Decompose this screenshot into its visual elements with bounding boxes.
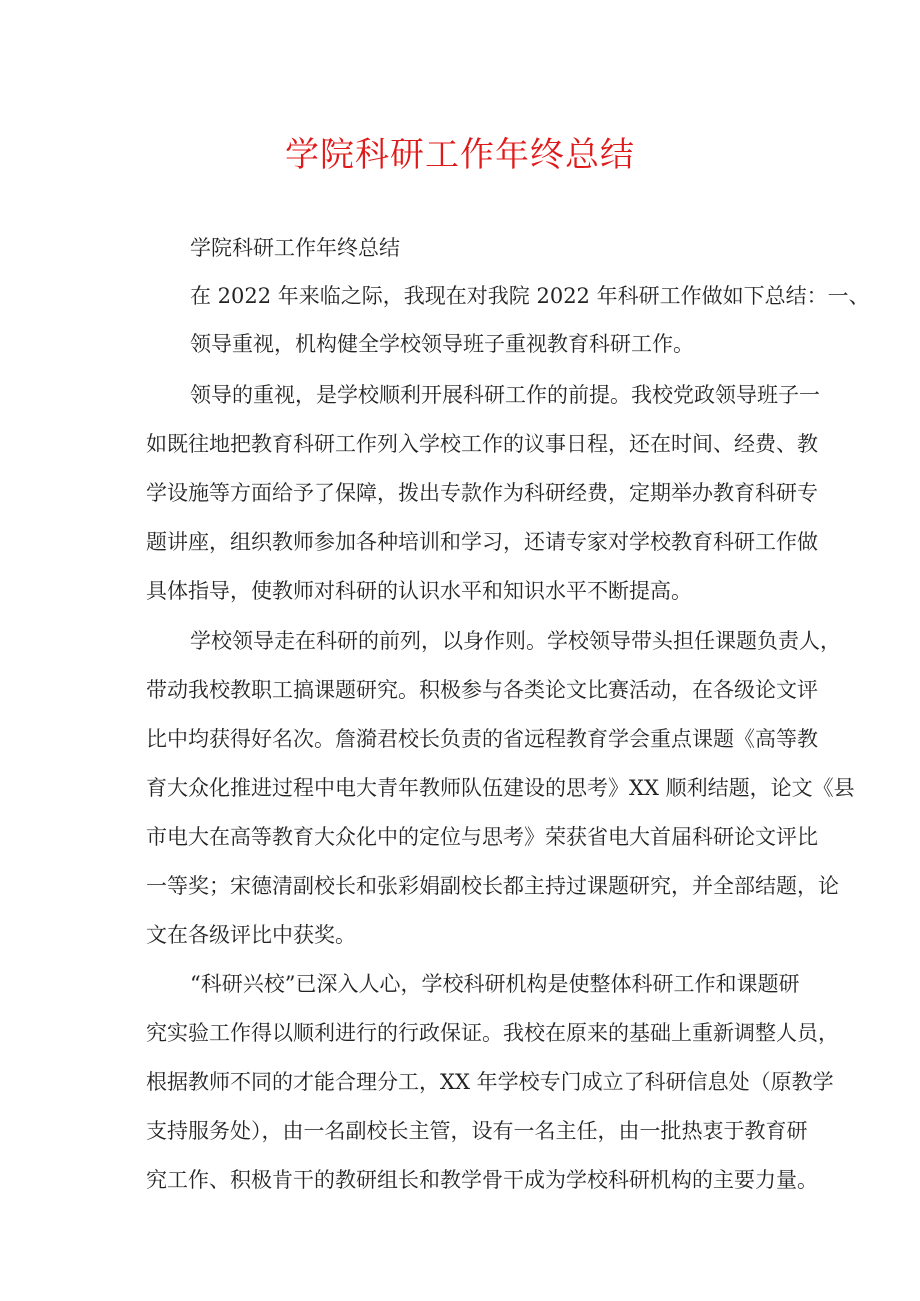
text-line: 究工作、积极肯干的教研组长和教学骨干成为学校科研机构的主要力量。 [146,1168,818,1192]
text-line: 根据教师不同的才能合理分工，XX 年学校专门成立了科研信息处（原教学 [146,1070,834,1094]
text-line: 学校领导走在科研的前列，以身作则。学校领导带头担任课题负责人， [190,629,841,653]
text-line: 领导的重视，是学校顺利开展科研工作的前提。我校党政领导班子一 [190,383,820,407]
text-line: 支持服务处），由一名副校长主管，设有一名主任，由一批热衷于教育研 [146,1119,808,1143]
text-line: 一等奖；宋德清副校长和张彩娟副校长都主持过课题研究，并全部结题，论 [146,874,839,898]
text-line: 文在各级评比中获奖。 [146,923,356,947]
text-line: 究实验工作得以顺利进行的行政保证。我校在原来的基础上重新调整人员， [146,1021,839,1045]
text-line: 学设施等方面给予了保障，拨出专款作为科研经费，定期举办教育科研专 [146,481,818,505]
text-line: 带动我校教职工搞课题研究。积极参与各类论文比赛活动，在各级论文评 [146,678,818,702]
text-line: 题讲座，组织教师参加各种培训和学习，还请专家对学校教育科研工作做 [146,530,818,554]
text-line: 市电大在高等教育大众化中的定位与思考》荣获省电大首届科研论文评比 [146,825,818,849]
text-line: “科研兴校”已深入人心，学校科研机构是使整体科研工作和课题研 [190,972,800,996]
text-line: 比中均获得好名次。詹漪君校长负责的省远程教育学会重点课题《高等教 [146,727,818,751]
text-line: 在 2022 年来临之际，我现在对我院 2022 年科研工作做如下总结：一、 [190,284,870,308]
text-line: 具体指导，使教师对科研的认识水平和知识水平不断提高。 [146,579,692,603]
text-line: 领导重视，机构健全学校领导班子重视教育科研工作。 [190,332,694,356]
document-title: 学院科研工作年终总结 [285,135,635,175]
text-line: 学院科研工作年终总结 [190,236,400,260]
text-line: 育大众化推进过程中电大青年教师队伍建设的思考》XX 顺利结题，论文《县 [146,776,855,800]
text-line: 如既往地把教育科研工作列入学校工作的议事日程，还在时间、经费、教 [146,432,818,456]
